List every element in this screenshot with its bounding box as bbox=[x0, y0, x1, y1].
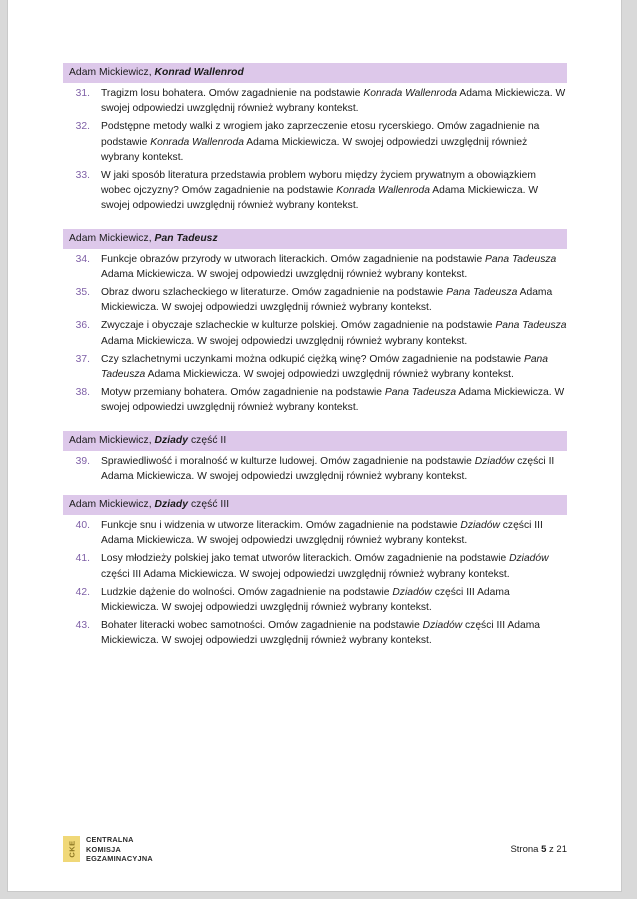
topic-item-text bbox=[101, 119, 567, 165]
topic-item bbox=[63, 285, 567, 315]
topic-item-text bbox=[101, 318, 567, 348]
section-work-title: Dziady bbox=[154, 499, 189, 511]
topic-item-number: 38. bbox=[75, 387, 90, 399]
topic-item-text bbox=[101, 285, 567, 315]
topic-item bbox=[63, 518, 567, 548]
topic-text-run: Czy szlachetnymi uczynkami można odkupić ciężką winę? Omów zagadnienie na podstawie bbox=[101, 353, 524, 365]
work-title-italic: Konrada Wallenroda bbox=[363, 88, 458, 99]
topic-list bbox=[63, 252, 567, 416]
work-title-italic: Pana Tadeusza bbox=[485, 253, 557, 265]
cke-logo-icon bbox=[63, 836, 80, 862]
work-title-italic: Dziadów bbox=[460, 520, 500, 532]
topic-item-number: 36. bbox=[75, 320, 90, 332]
work-title-italic: Pana Tadeusza bbox=[101, 353, 549, 381]
section-work-title: Konrad Wallenrod bbox=[154, 67, 244, 78]
topic-item bbox=[63, 86, 567, 116]
work-title-italic: Dziadów bbox=[392, 586, 432, 598]
section-author: Adam Mickiewicz, bbox=[69, 232, 155, 244]
topic-item-number: 33. bbox=[75, 170, 90, 182]
topic-item bbox=[63, 385, 567, 415]
topic-item bbox=[63, 119, 567, 165]
section-spacer bbox=[63, 214, 567, 229]
topic-text-run: Adama Mickiewicza. W swojej odpowiedzi uwzględnij również wybrany kontekst. bbox=[101, 268, 468, 280]
reading-section bbox=[63, 63, 567, 214]
work-title-italic: Pana Tadeusza bbox=[495, 320, 567, 332]
section-work-title: Dziady bbox=[154, 434, 189, 446]
topic-text-run: części III Adama Mickiewicza. W swojej odpowiedzi uwzględnij również wybrany kontekst. bbox=[101, 620, 541, 647]
reading-section bbox=[63, 229, 567, 416]
topic-text-run: Funkcje snu i widzenia w utworze literackim. Omów zagadnienie na podstawie bbox=[101, 520, 461, 532]
cke-logo-line-2: KOMISJA bbox=[86, 844, 121, 854]
section-work-suffix: część II bbox=[188, 434, 227, 446]
topic-item-number: 35. bbox=[75, 287, 90, 299]
topic-item-text bbox=[101, 252, 567, 282]
page-number-separator: z bbox=[549, 843, 554, 855]
topic-item-text bbox=[101, 585, 567, 615]
topic-item-text bbox=[101, 518, 567, 548]
work-title-italic: Konrada Wallenroda bbox=[150, 136, 244, 148]
topic-list bbox=[63, 454, 567, 484]
topic-item-number: 34. bbox=[75, 253, 90, 265]
topic-text-run: Funkcje obrazów przyrody w utworach literackich. Omów zagadnienie na podstawie bbox=[101, 253, 486, 265]
topic-item-number: 42. bbox=[75, 586, 90, 598]
topic-item-text bbox=[101, 551, 567, 581]
document-content bbox=[63, 63, 567, 649]
topic-text-run: W jaki sposób literatura przedstawia problem wyboru między życiem prywatnym a obowiązkiem wobec ojczyzny? Omów zagadnienie na podstawie bbox=[101, 170, 536, 197]
section-header bbox=[63, 495, 567, 515]
topic-item-text bbox=[101, 352, 567, 382]
topic-item bbox=[63, 352, 567, 382]
topic-text-run: Motyw przemiany bohatera. Omów zagadnienie na podstawie bbox=[101, 387, 385, 399]
section-work-title: Pan Tadeusz bbox=[154, 232, 218, 244]
work-title-italic: Dziadów bbox=[509, 553, 549, 565]
work-title-italic: Pana Tadeusza bbox=[384, 387, 457, 399]
topic-item-text bbox=[101, 168, 567, 214]
topic-list bbox=[63, 86, 567, 214]
topic-text-run: Obraz dworu szlacheckiego w literaturze. Omów zagadnienie na podstawie bbox=[101, 287, 447, 299]
topic-text-run: części II Adama Mickiewicza. W swojej odpowiedzi uwzględnij również wybrany kontekst. bbox=[101, 455, 555, 482]
topic-text-run: Bohater literacki wobec samotności. Omów zagadnienie na podstawie bbox=[101, 620, 423, 632]
topic-text-run: Adama Mickiewicza. W swojej odpowiedzi uwzględnij również wybrany kontekst. bbox=[101, 335, 468, 347]
topic-text-run: Adama Mickiewicza. W swojej odpowiedzi uwzględnij również wybrany kontekst. bbox=[101, 88, 566, 115]
cke-logo bbox=[63, 835, 153, 863]
topic-text-run: Ludzkie dążenie do wolności. Omów zagadnienie na podstawie bbox=[101, 586, 393, 598]
section-author: Adam Mickiewicz, bbox=[69, 499, 155, 511]
cke-logo-line-1: CENTRALNA bbox=[86, 835, 134, 845]
topic-item-text bbox=[101, 385, 567, 415]
work-title-italic: Dziadów bbox=[474, 455, 515, 467]
topic-text-run: Zwyczaje i obyczaje szlacheckie w kulturze polskiej. Omów zagadnienie na podstawie bbox=[101, 320, 496, 332]
topic-item-number: 41. bbox=[75, 553, 90, 565]
topic-item-number: 32. bbox=[75, 121, 90, 133]
cke-logo-line-3: EGZAMINACYJNA bbox=[86, 853, 153, 863]
section-author: Adam Mickiewicz, bbox=[69, 67, 155, 78]
topic-text-run: Tragizm losu bohatera. Omów zagadnienie na podstawie bbox=[101, 88, 364, 99]
topic-item-number: 31. bbox=[75, 88, 90, 99]
topic-item-number: 39. bbox=[75, 455, 90, 467]
topic-item-number: 40. bbox=[75, 520, 90, 532]
document-page bbox=[8, 0, 621, 891]
topic-text-run: Podstępne metody walki z wrogiem jako zaprzeczenie etosu rycerskiego. Omów zagadnienie na podstawie bbox=[101, 121, 540, 148]
topic-text-run: części III Adama Mickiewicza. W swojej odpowiedzi uwzględnij również wybrany kontekst. bbox=[101, 568, 510, 580]
topic-item bbox=[63, 585, 567, 615]
topic-text-run: Adama Mickiewicza. W swojej odpowiedzi uwzględnij również wybrany kontekst. bbox=[145, 369, 514, 381]
topic-item bbox=[63, 618, 567, 648]
topic-item-text bbox=[101, 86, 567, 116]
section-author: Adam Mickiewicz, bbox=[69, 434, 155, 446]
topic-text-run: Adama Mickiewicza. W swojej odpowiedzi uwzględnij również wybrany kontekst. bbox=[101, 185, 539, 212]
topic-text-run: Adama Mickiewicza. W swojej odpowiedzi uwzględnij również wybrany kontekst. bbox=[101, 287, 553, 314]
topic-item bbox=[63, 551, 567, 581]
cke-logo-initials: CKE bbox=[67, 840, 76, 858]
topic-item bbox=[63, 168, 567, 214]
topic-item bbox=[63, 252, 567, 282]
topic-item-number: 37. bbox=[75, 353, 90, 365]
work-title-italic: Dziadów bbox=[422, 620, 463, 632]
topic-text-run: Losy młodzieży polskiej jako temat utworów literackich. Omów zagadnienie na podstawie bbox=[101, 553, 510, 565]
section-spacer bbox=[63, 484, 567, 495]
topic-item bbox=[63, 454, 567, 484]
topic-text-run: Adama Mickiewicza. W swojej odpowiedzi uwzględnij również wybrany kontekst. bbox=[101, 387, 565, 414]
section-header bbox=[63, 229, 567, 249]
work-title-italic: Konrada Wallenroda bbox=[336, 185, 430, 197]
topic-item-text bbox=[101, 618, 567, 648]
topic-text-run: części III Adama Mickiewicza. W swojej odpowiedzi uwzględnij również wybrany kontekst. bbox=[101, 586, 510, 614]
topic-text-run: Adama Mickiewicza. W swojej odpowiedzi uwzględnij również wybrany kontekst. bbox=[101, 136, 528, 163]
page-number-total: 21 bbox=[556, 843, 567, 855]
reading-section bbox=[63, 495, 567, 649]
reading-section bbox=[63, 431, 567, 484]
topic-item-number: 43. bbox=[75, 620, 90, 632]
work-title-italic: Pana Tadeusza bbox=[446, 287, 518, 299]
topic-item-text bbox=[101, 454, 567, 484]
topic-item bbox=[63, 318, 567, 348]
page-number bbox=[510, 844, 567, 855]
page-number-label: Strona bbox=[510, 843, 539, 855]
page-footer bbox=[63, 835, 567, 863]
section-header bbox=[63, 63, 567, 83]
section-spacer bbox=[63, 416, 567, 431]
cke-logo-text bbox=[86, 835, 153, 863]
topic-list bbox=[63, 518, 567, 649]
page-number-current: 5 bbox=[541, 843, 547, 855]
section-header bbox=[63, 431, 567, 451]
topic-text-run: części III Adama Mickiewicza. W swojej odpowiedzi uwzględnij również wybrany kontekst. bbox=[101, 520, 543, 547]
section-work-suffix: część III bbox=[188, 499, 230, 511]
topic-text-run: Sprawiedliwość i moralność w kulturze ludowej. Omów zagadnienie na podstawie bbox=[101, 455, 475, 467]
